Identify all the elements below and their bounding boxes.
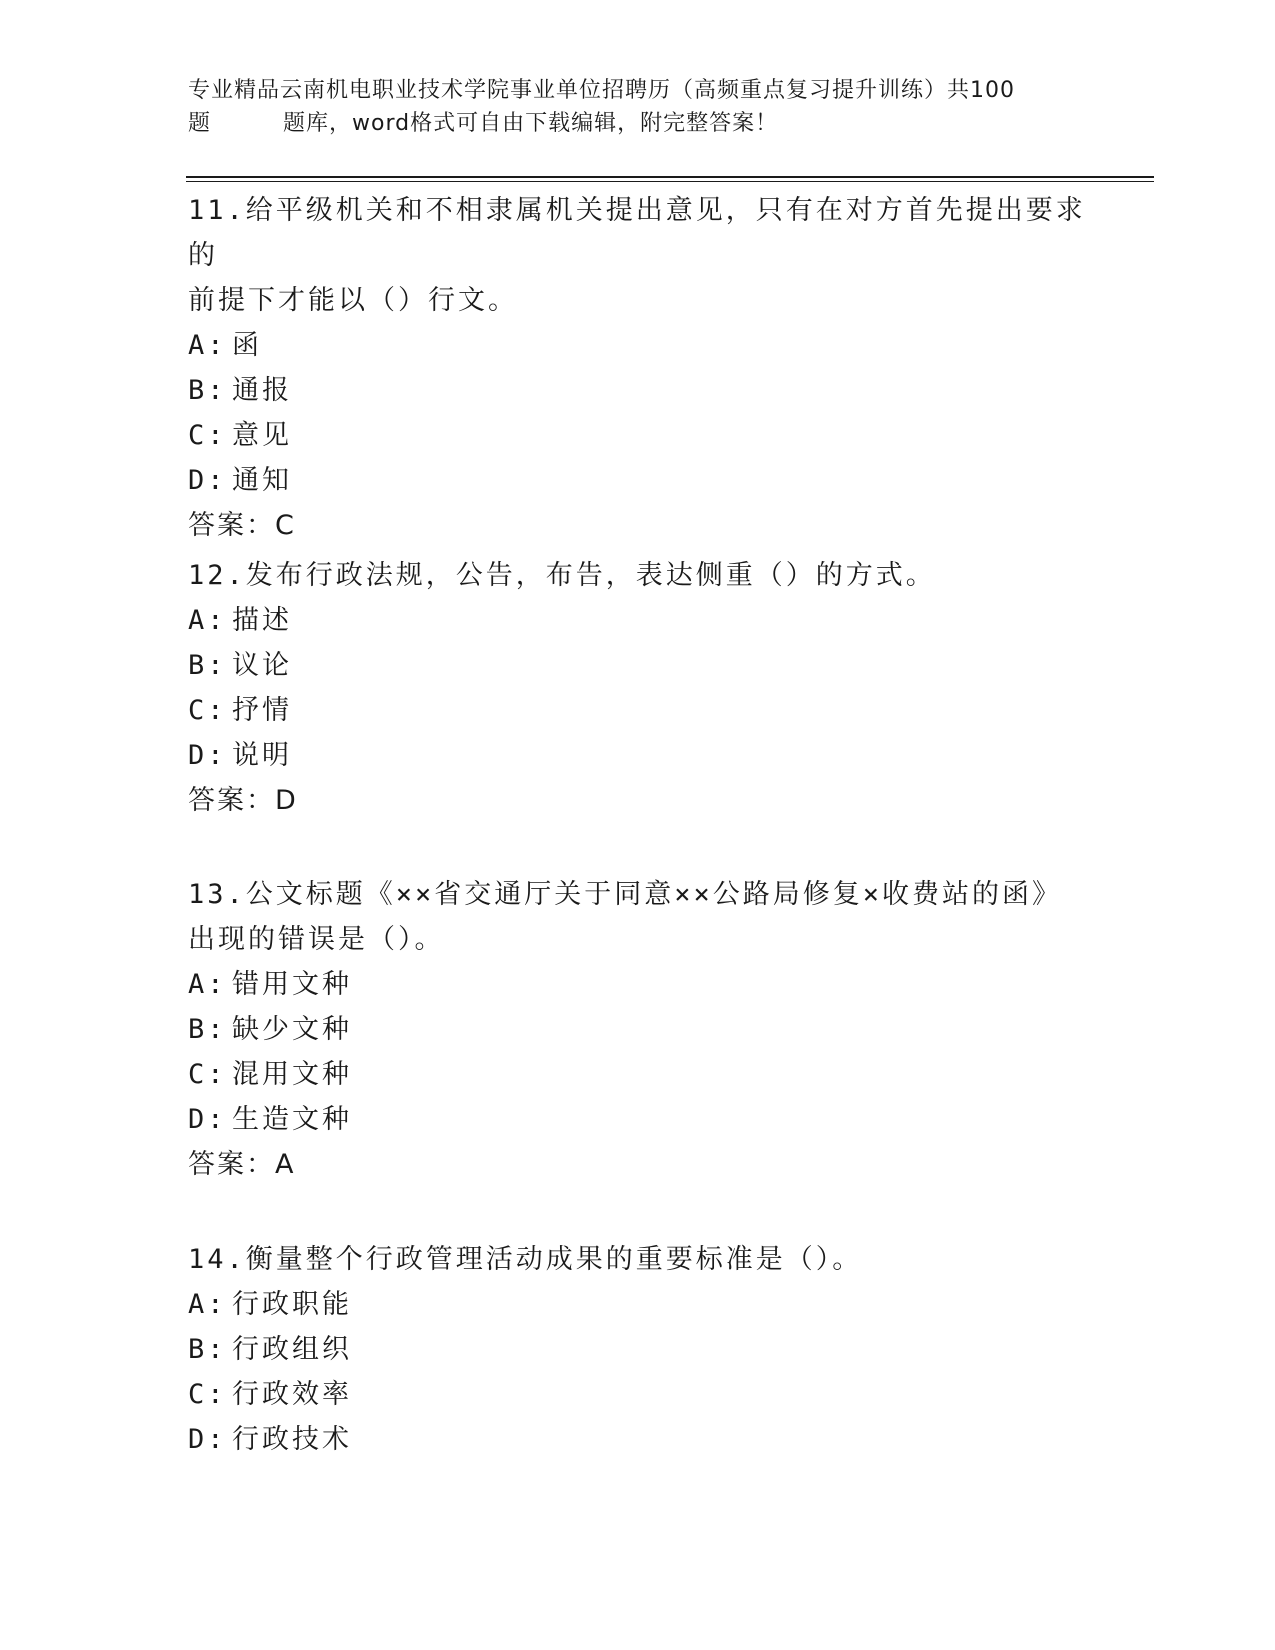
option-letter: D: (188, 1424, 227, 1455)
option-letter: A: (188, 969, 227, 1000)
option-letter: C: (188, 1059, 227, 1090)
question-stem: 13.公文标题《××省交通厅关于同意××公路局修复×收费站的函》 (188, 879, 1063, 910)
option-b (188, 1007, 1088, 1052)
option-a (188, 323, 1088, 368)
question-stem: 12.发布行政法规，公告，布告，表达侧重（）的方式。 (188, 560, 936, 591)
question-12 (188, 553, 1088, 823)
option-d (188, 1097, 1088, 1142)
option-text: 错用文种 (232, 969, 352, 1000)
option-a (188, 1282, 1088, 1327)
option-letter: A: (188, 1289, 227, 1320)
option-letter: B: (188, 1334, 227, 1365)
option-c (188, 1052, 1088, 1097)
option-a (188, 598, 1088, 643)
option-text: 缺少文种 (232, 1014, 352, 1045)
option-letter: A: (188, 605, 227, 636)
option-text: 说明 (232, 740, 292, 771)
question-13 (188, 872, 1088, 1187)
option-text: 生造文种 (232, 1104, 352, 1135)
option-letter: D: (188, 465, 227, 496)
option-text: 抒情 (232, 695, 292, 726)
option-text: 描述 (232, 605, 292, 636)
option-c (188, 413, 1088, 458)
option-letter: D: (188, 1104, 227, 1135)
option-text: 意见 (232, 420, 292, 451)
header-divider-thin (186, 181, 1154, 182)
option-text: 行政职能 (232, 1289, 352, 1320)
header-subtitle-line (188, 107, 1088, 140)
document-header (188, 74, 1088, 140)
option-text: 混用文种 (232, 1059, 352, 1090)
option-b (188, 643, 1088, 688)
option-letter: B: (188, 375, 227, 406)
option-text: 行政组织 (232, 1334, 352, 1365)
option-d (188, 458, 1088, 503)
option-b (188, 1327, 1088, 1372)
question-14 (188, 1237, 1088, 1462)
option-text: 通报 (232, 375, 292, 406)
answer: 答案：A (188, 1149, 296, 1180)
header-subtitle-prefix: 题 (188, 111, 212, 136)
option-d (188, 1417, 1088, 1462)
header-subtitle-text: 题库，word格式可自由下载编辑，附完整答案！ (283, 111, 779, 136)
question-stem: 11.给平级机关和不相隶属机关提出意见，只有在对方首先提出要求的 (188, 195, 1086, 271)
option-d (188, 733, 1088, 778)
option-letter: A: (188, 330, 227, 361)
question-11 (188, 188, 1088, 548)
option-b (188, 368, 1088, 413)
option-letter: C: (188, 695, 227, 726)
option-text: 行政效率 (232, 1379, 352, 1410)
question-stem-continued: 前提下才能以（）行文。 (188, 285, 518, 316)
option-letter: B: (188, 650, 227, 681)
option-c (188, 688, 1088, 733)
option-letter: C: (188, 1379, 227, 1410)
answer: 答案：C (188, 510, 296, 541)
option-letter: B: (188, 1014, 227, 1045)
option-a (188, 962, 1088, 1007)
option-text: 行政技术 (232, 1424, 352, 1455)
option-letter: D: (188, 740, 227, 771)
option-letter: C: (188, 420, 227, 451)
option-c (188, 1372, 1088, 1417)
question-stem: 14.衡量整个行政管理活动成果的重要标准是（）。 (188, 1244, 863, 1275)
option-text: 议论 (232, 650, 292, 681)
header-divider-thick (186, 176, 1154, 178)
answer: 答案：D (188, 785, 298, 816)
question-stem-continued: 出现的错误是（）。 (188, 924, 445, 955)
option-text: 函 (232, 330, 262, 361)
option-text: 通知 (232, 465, 292, 496)
header-title-line: 专业精品云南机电职业技术学院事业单位招聘历（高频重点复习提升训练）共100 (188, 78, 1015, 103)
